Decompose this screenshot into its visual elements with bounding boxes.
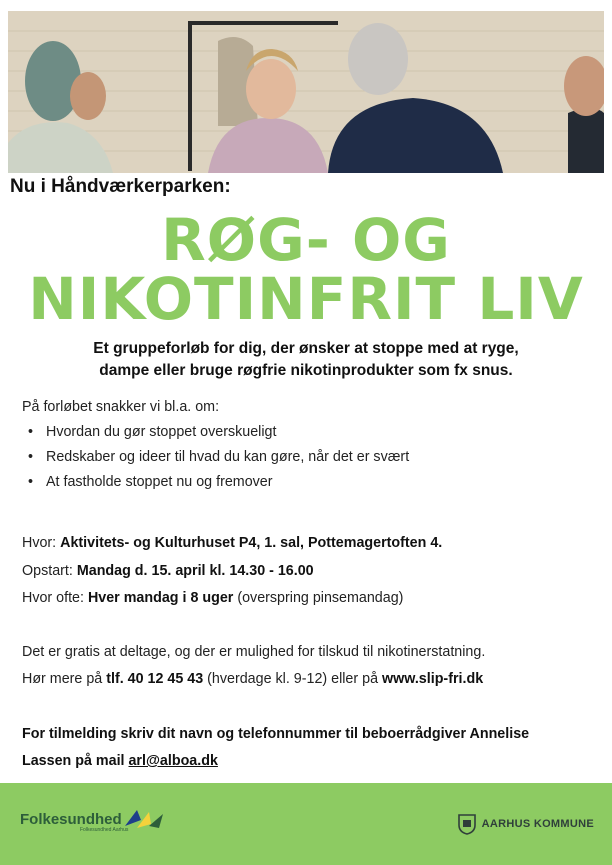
group-photo-illustration (8, 11, 604, 173)
list-item: • Hvordan du gør stoppet overskueligt (22, 424, 597, 440)
header-photo (8, 11, 604, 173)
where-value: Aktivitets- og Kulturhuset P4, 1. sal, Pottemagertoften 4. (60, 535, 443, 551)
where-line (22, 535, 442, 551)
city-crest-icon (458, 813, 476, 835)
hours-text: (hverdage kl. 9-12) eller på (203, 671, 382, 687)
aarhus-kommune-text: AARHUS KOMMUNE (481, 818, 594, 830)
start-value: Mandag d. 15. april kl. 14.30 - 16.00 (76, 563, 314, 579)
signup-prefix: Lassen på mail (22, 753, 129, 769)
list-item: • At fastholde stoppet nu og fremover (22, 474, 597, 490)
topics-list (22, 424, 597, 490)
folkesundhed-logo-text: Folkesundhed (20, 811, 122, 828)
headline-line-2: NIKOTINFRIT LIV (28, 265, 584, 333)
website-link[interactable]: www.slip-fri.dk (382, 671, 484, 687)
topics-section (22, 399, 597, 490)
more-prefix: Hør mere på (22, 671, 107, 687)
email-link[interactable]: arl@alboa.dk (128, 753, 218, 769)
start-line (22, 563, 314, 579)
headline-line-1: RØG- OG (161, 206, 451, 274)
location-subtitle: Nu i Håndværkerparken: (10, 176, 231, 197)
list-item: • Redskaber og ideer til hvad du kan gøre, når det er svært (22, 449, 597, 465)
topics-lead: På forløbet snakker vi bl.a. om: (22, 399, 220, 415)
where-label: Hvor: (22, 535, 61, 551)
signup-line-2 (22, 753, 218, 769)
aarhus-kommune-logo (458, 813, 594, 835)
frequency-note: (overspring pinsemandag) (233, 590, 404, 606)
intro-line-1: Et gruppeforløb for dig, der ønsker at stoppe med at ryge, (93, 340, 519, 357)
footer-band (0, 783, 612, 865)
frequency-line (22, 590, 403, 606)
frequency-value: Hver mandag i 8 uger (87, 590, 234, 606)
more-info-line (22, 671, 483, 687)
frequency-label: Hvor ofte: (22, 590, 88, 606)
folkesundhed-mark-icon (123, 806, 167, 832)
start-label: Opstart: (22, 563, 77, 579)
free-info: Det er gratis at deltage, og der er mulighed for tilskud til nikotinerstatning. (22, 644, 486, 660)
folkesundhed-logo-subtext: Folkesundhed Aarhus (80, 827, 129, 833)
signup-line-1: For tilmelding skriv dit navn og telefonnummer til beboerrådgiver Annelise (22, 726, 530, 742)
intro-text (0, 338, 612, 382)
phone-number[interactable]: tlf. 40 12 45 43 (106, 671, 204, 687)
intro-line-2: dampe eller bruge røgfrie nikotinprodukter som fx snus. (99, 362, 513, 379)
folkesundhed-logo (20, 811, 128, 833)
